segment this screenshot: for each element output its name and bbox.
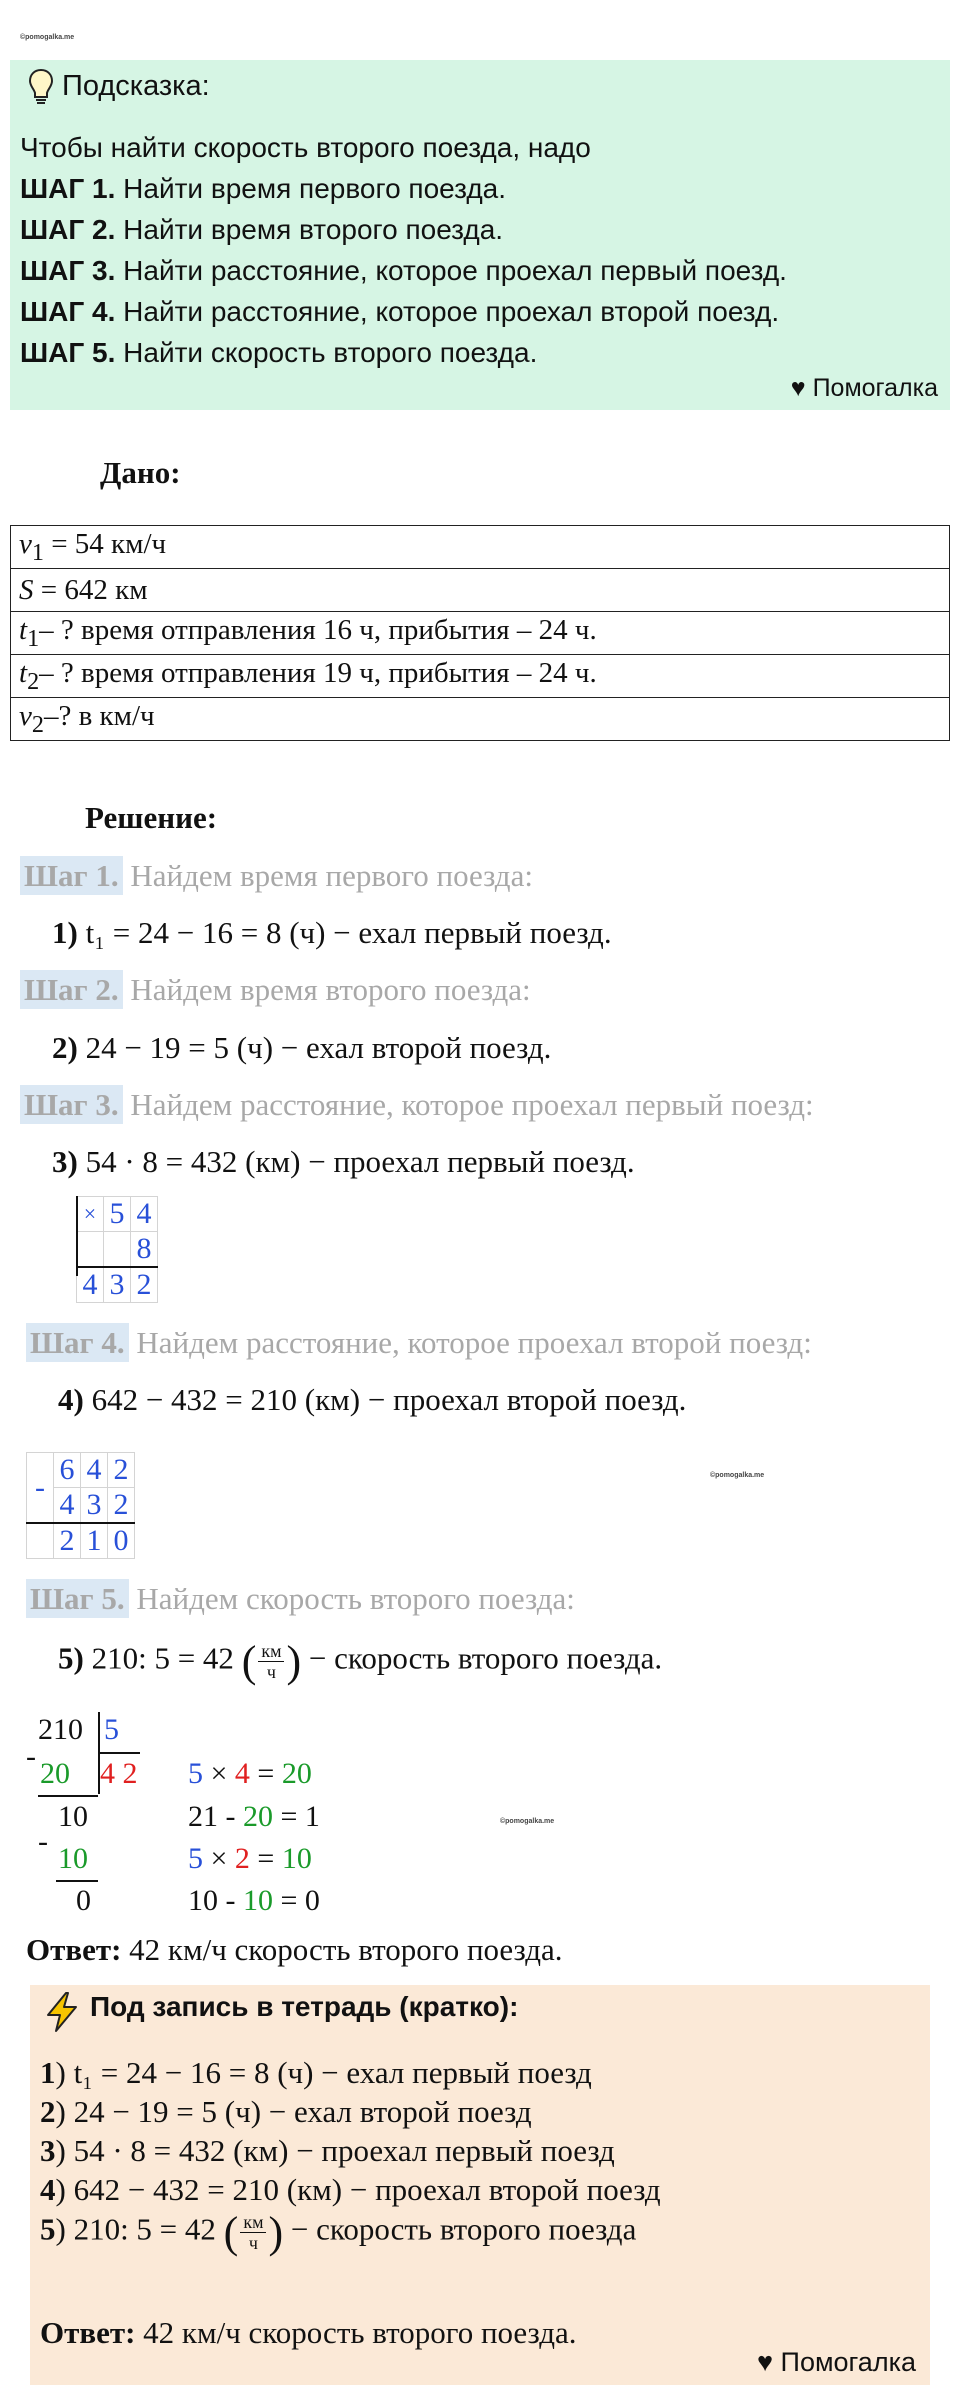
step-3-expression: 3) 54 · 8 = 432 (км) − проехал первый поезд. — [52, 1144, 635, 1179]
lightning-icon — [44, 1991, 80, 2033]
given-row: $v_2-$? в км/ч — [11, 698, 950, 741]
ld-minus-2: - — [38, 1825, 48, 1858]
step-2-expression: 2) 24 − 19 = 5 (ч) − ехал второй поезд. — [52, 1030, 552, 1065]
watermark-low: ©pomogalka.me — [500, 1818, 555, 1825]
step-1-expression: 1) t₁ = 24 − 16 = 8 (ч) − ехал первый поезд. — [52, 915, 612, 950]
mult-line — [76, 1196, 78, 1276]
multiplication-column: × 5 4 8 4 3 2 — [76, 1196, 158, 1303]
given-row: S = 642 км — [11, 569, 950, 612]
ld-line-1 — [38, 1795, 98, 1797]
brand-label: ♥ Помогалка — [790, 374, 938, 402]
solution-title: Решение: — [85, 800, 218, 835]
fraction: $\frac{км}{ч}$ — [258, 1641, 284, 1682]
given-row: $v_1 = 54$ км/ч — [11, 526, 950, 569]
lightbulb-icon — [28, 68, 54, 108]
ld-divisor: 5 — [104, 1713, 119, 1746]
ld-dividend: 210 — [38, 1713, 83, 1746]
fraction: $\frac{км}{ч}$ — [240, 2212, 266, 2253]
notebook-title: Под запись в тетрадь (кратко): — [90, 1991, 519, 2022]
answer: Ответ: 42 км/ч скорость второго поезда. — [26, 1932, 563, 1967]
brand-label: ♥ Помогалка — [757, 2347, 916, 2377]
given-table — [10, 525, 950, 741]
notebook-line-4: 4) 642 − 432 = 210 (км) − проехал второй поезд — [40, 2172, 661, 2207]
step-1-heading: Шаг 1. Найдем время первого поезда: — [20, 858, 533, 894]
step-4-expression: 4) 642 − 432 = 210 (км) − проехал второй поезд. — [58, 1382, 687, 1417]
given-title: Дано: — [100, 455, 181, 490]
notebook-line-2: 2) 24 − 19 = 5 (ч) − ехал второй поезд — [40, 2094, 532, 2129]
hint-step-3: ШАГ 3. Найти расстояние, которое проехал первый поезд. — [20, 255, 787, 286]
hint-step-1: ШАГ 1. Найти время первого поезда. — [20, 173, 507, 204]
ld-rem-2: 0 — [76, 1884, 91, 1917]
ld-check-3: 5 × 2 = 10 — [188, 1842, 312, 1875]
step-2-heading: Шаг 2. Найдем время второго поезда: — [20, 972, 531, 1008]
ld-hline — [98, 1752, 140, 1754]
hint-title: Подсказка: — [62, 70, 210, 102]
hint-step-5: ШАГ 5. Найти скорость второго поезда. — [20, 337, 538, 368]
watermark-mid: ©pomogalka.me — [710, 1472, 765, 1479]
notebook-line-5: 5) 210: 5 = 42 ( $\frac{км}{ч}$ ) − скорость второго поезда — [40, 2208, 637, 2257]
ld-quotient: 4 2 — [100, 1757, 138, 1790]
heart-icon: ♥ — [790, 374, 806, 402]
ld-sub-1: 20 — [40, 1757, 70, 1790]
watermark-top: ©pomogalka.me — [20, 34, 75, 41]
ld-rem-1: 10 — [58, 1800, 88, 1833]
ld-check-2: 21 - 20 = 1 — [188, 1800, 320, 1833]
step-4-heading: Шаг 4. Найдем расстояние, которое проехал второй поезд: — [26, 1325, 812, 1361]
notebook-box — [30, 1985, 930, 2385]
hint-step-2: ШАГ 2. Найти время второго поезда. — [20, 214, 504, 245]
ld-line-2 — [56, 1880, 98, 1882]
step-5-heading: Шаг 5. Найдем скорость второго поезда: — [26, 1581, 575, 1617]
hint-intro: Чтобы найти скорость второго поезда, надо — [20, 132, 591, 163]
hint-box — [10, 60, 950, 410]
hint-step-4: ШАГ 4. Найти расстояние, которое проехал второй поезд. — [20, 296, 780, 327]
given-row: $t_1-$ ? время отправления 16 ч, прибытия – 24 ч. — [11, 612, 950, 655]
ld-minus-1: - — [26, 1740, 36, 1773]
heart-icon: ♥ — [757, 2347, 774, 2377]
ld-sub-2: 10 — [58, 1842, 88, 1875]
step-5-expression: 5) 210: 5 = 42 ( $\frac{км}{ч}$ ) − скорость второго поезда. — [58, 1637, 663, 1686]
ld-check-1: 5 × 4 = 20 — [188, 1757, 312, 1790]
given-row: $t_2-$ ? время отправления 19 ч, прибытия – 24 ч. — [11, 655, 950, 698]
notebook-answer: Ответ: 42 км/ч скорость второго поезда. — [40, 2315, 577, 2350]
subtraction-column: - 6 4 2 4 3 2 2 1 0 — [26, 1452, 135, 1559]
step-3-heading: Шаг 3. Найдем расстояние, которое проехал первый поезд: — [20, 1087, 814, 1123]
notebook-line-3: 3) 54 · 8 = 432 (км) − проехал первый поезд — [40, 2133, 615, 2168]
ld-check-4: 10 - 10 = 0 — [188, 1884, 320, 1917]
notebook-line-1: 1) t₁ = 24 − 16 = 8 (ч) − ехал первый поезд — [40, 2055, 592, 2090]
